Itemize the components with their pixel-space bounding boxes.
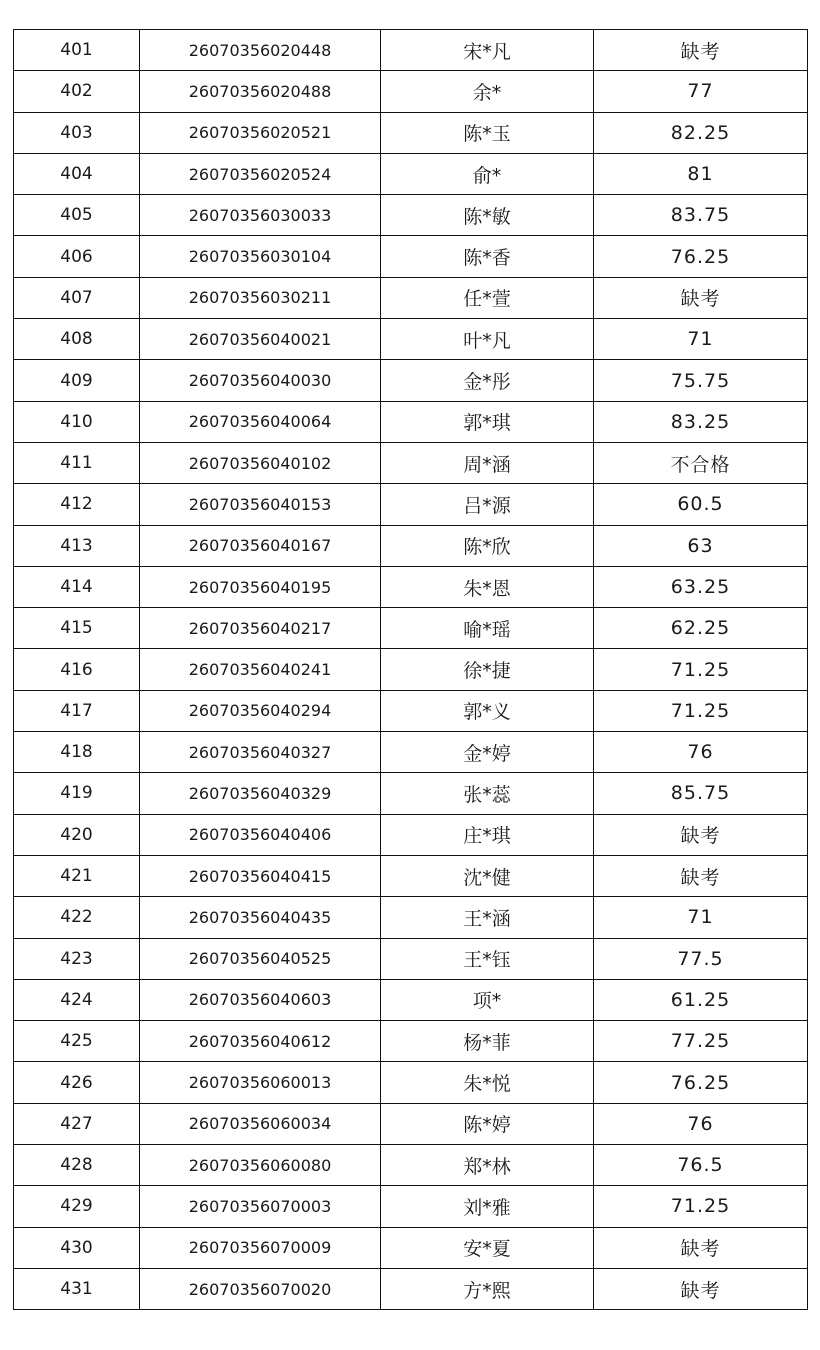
candidate-name-cell: 杨*菲 <box>381 1021 594 1062</box>
candidate-name-cell: 任*萱 <box>381 277 594 318</box>
score-cell: 75.75 <box>594 360 808 401</box>
score-cell: 62.25 <box>594 608 808 649</box>
exam-id-cell: 26070356040612 <box>140 1021 381 1062</box>
exam-id-cell: 26070356040435 <box>140 897 381 938</box>
candidate-name-cell: 庄*琪 <box>381 814 594 855</box>
score-cell: 76.25 <box>594 236 808 277</box>
candidate-name-cell: 陈*婷 <box>381 1103 594 1144</box>
score-cell: 71 <box>594 319 808 360</box>
score-cell: 63.25 <box>594 566 808 607</box>
candidate-name-cell: 刘*雅 <box>381 1186 594 1227</box>
exam-id-cell: 26070356040329 <box>140 773 381 814</box>
exam-id-cell: 26070356040102 <box>140 442 381 483</box>
row-number-cell: 421 <box>14 855 140 896</box>
exam-id-cell: 26070356030211 <box>140 277 381 318</box>
table-row <box>14 1227 808 1268</box>
table-row <box>14 236 808 277</box>
candidate-name-cell: 金*彤 <box>381 360 594 401</box>
row-number-cell: 401 <box>14 30 140 71</box>
table-row <box>14 401 808 442</box>
score-cell: 82.25 <box>594 112 808 153</box>
score-cell: 缺考 <box>594 30 808 71</box>
exam-id-cell: 26070356030104 <box>140 236 381 277</box>
table-row <box>14 979 808 1020</box>
exam-id-cell: 26070356040030 <box>140 360 381 401</box>
row-number-cell: 426 <box>14 1062 140 1103</box>
score-cell: 71 <box>594 897 808 938</box>
row-number-cell: 415 <box>14 608 140 649</box>
exam-id-cell: 26070356040294 <box>140 690 381 731</box>
candidate-name-cell: 朱*恩 <box>381 566 594 607</box>
exam-id-cell: 26070356040603 <box>140 979 381 1020</box>
candidate-name-cell: 陈*玉 <box>381 112 594 153</box>
table-row <box>14 1145 808 1186</box>
exam-id-cell: 26070356040153 <box>140 484 381 525</box>
exam-id-cell: 26070356020488 <box>140 71 381 112</box>
exam-id-cell: 26070356040327 <box>140 732 381 773</box>
table-row <box>14 732 808 773</box>
score-cell: 83.75 <box>594 195 808 236</box>
candidate-name-cell: 陈*敏 <box>381 195 594 236</box>
candidate-name-cell: 张*蕊 <box>381 773 594 814</box>
exam-id-cell: 26070356040021 <box>140 319 381 360</box>
candidate-name-cell: 王*涵 <box>381 897 594 938</box>
exam-id-cell: 26070356060034 <box>140 1103 381 1144</box>
score-cell: 83.25 <box>594 401 808 442</box>
score-cell: 76.25 <box>594 1062 808 1103</box>
score-cell: 76.5 <box>594 1145 808 1186</box>
row-number-cell: 402 <box>14 71 140 112</box>
table-row <box>14 938 808 979</box>
row-number-cell: 431 <box>14 1268 140 1309</box>
row-number-cell: 409 <box>14 360 140 401</box>
row-number-cell: 414 <box>14 566 140 607</box>
candidate-name-cell: 项* <box>381 979 594 1020</box>
candidate-name-cell: 陈*香 <box>381 236 594 277</box>
exam-id-cell: 26070356040415 <box>140 855 381 896</box>
table-row <box>14 442 808 483</box>
table-row <box>14 319 808 360</box>
table-row <box>14 814 808 855</box>
exam-id-cell: 26070356040406 <box>140 814 381 855</box>
row-number-cell: 423 <box>14 938 140 979</box>
candidate-name-cell: 金*婷 <box>381 732 594 773</box>
table-row <box>14 71 808 112</box>
row-number-cell: 424 <box>14 979 140 1020</box>
table-row <box>14 690 808 731</box>
candidate-name-cell: 俞* <box>381 153 594 194</box>
score-cell: 缺考 <box>594 1227 808 1268</box>
candidate-name-cell: 喻*瑶 <box>381 608 594 649</box>
row-number-cell: 430 <box>14 1227 140 1268</box>
table-row <box>14 897 808 938</box>
row-number-cell: 408 <box>14 319 140 360</box>
candidate-name-cell: 吕*源 <box>381 484 594 525</box>
exam-id-cell: 26070356040195 <box>140 566 381 607</box>
results-table-body <box>14 30 808 1310</box>
table-row <box>14 153 808 194</box>
table-row <box>14 855 808 896</box>
candidate-name-cell: 余* <box>381 71 594 112</box>
score-cell: 63 <box>594 525 808 566</box>
table-row <box>14 1268 808 1309</box>
row-number-cell: 404 <box>14 153 140 194</box>
exam-id-cell: 26070356040167 <box>140 525 381 566</box>
score-cell: 81 <box>594 153 808 194</box>
row-number-cell: 403 <box>14 112 140 153</box>
table-row <box>14 30 808 71</box>
row-number-cell: 417 <box>14 690 140 731</box>
candidate-name-cell: 郭*琪 <box>381 401 594 442</box>
exam-id-cell: 26070356040525 <box>140 938 381 979</box>
table-row <box>14 360 808 401</box>
row-number-cell: 412 <box>14 484 140 525</box>
score-cell: 77.5 <box>594 938 808 979</box>
table-row <box>14 195 808 236</box>
row-number-cell: 419 <box>14 773 140 814</box>
row-number-cell: 413 <box>14 525 140 566</box>
table-row <box>14 1062 808 1103</box>
exam-id-cell: 26070356070003 <box>140 1186 381 1227</box>
row-number-cell: 428 <box>14 1145 140 1186</box>
candidate-name-cell: 郑*林 <box>381 1145 594 1186</box>
score-cell: 缺考 <box>594 1268 808 1309</box>
table-row <box>14 1103 808 1144</box>
exam-id-cell: 26070356070020 <box>140 1268 381 1309</box>
row-number-cell: 405 <box>14 195 140 236</box>
table-row <box>14 525 808 566</box>
score-cell: 缺考 <box>594 277 808 318</box>
candidate-name-cell: 沈*健 <box>381 855 594 896</box>
exam-id-cell: 26070356040241 <box>140 649 381 690</box>
table-row <box>14 773 808 814</box>
exam-id-cell: 26070356020521 <box>140 112 381 153</box>
score-cell: 71.25 <box>594 649 808 690</box>
score-cell: 76 <box>594 1103 808 1144</box>
row-number-cell: 429 <box>14 1186 140 1227</box>
row-number-cell: 410 <box>14 401 140 442</box>
exam-id-cell: 26070356030033 <box>140 195 381 236</box>
score-cell: 61.25 <box>594 979 808 1020</box>
score-cell: 77 <box>594 71 808 112</box>
score-cell: 缺考 <box>594 814 808 855</box>
score-cell: 76 <box>594 732 808 773</box>
exam-id-cell: 26070356020524 <box>140 153 381 194</box>
score-cell: 71.25 <box>594 1186 808 1227</box>
candidate-name-cell: 安*夏 <box>381 1227 594 1268</box>
candidate-name-cell: 徐*捷 <box>381 649 594 690</box>
row-number-cell: 427 <box>14 1103 140 1144</box>
score-cell: 71.25 <box>594 690 808 731</box>
score-cell: 77.25 <box>594 1021 808 1062</box>
score-cell: 缺考 <box>594 855 808 896</box>
score-cell: 85.75 <box>594 773 808 814</box>
exam-id-cell: 26070356040064 <box>140 401 381 442</box>
candidate-name-cell: 陈*欣 <box>381 525 594 566</box>
exam-id-cell: 26070356070009 <box>140 1227 381 1268</box>
candidate-name-cell: 方*熙 <box>381 1268 594 1309</box>
results-table <box>13 29 808 1310</box>
candidate-name-cell: 叶*凡 <box>381 319 594 360</box>
score-cell: 60.5 <box>594 484 808 525</box>
table-row <box>14 649 808 690</box>
row-number-cell: 425 <box>14 1021 140 1062</box>
exam-id-cell: 26070356020448 <box>140 30 381 71</box>
candidate-name-cell: 周*涵 <box>381 442 594 483</box>
row-number-cell: 418 <box>14 732 140 773</box>
exam-id-cell: 26070356060013 <box>140 1062 381 1103</box>
table-row <box>14 1021 808 1062</box>
exam-id-cell: 26070356060080 <box>140 1145 381 1186</box>
table-row <box>14 1186 808 1227</box>
candidate-name-cell: 宋*凡 <box>381 30 594 71</box>
row-number-cell: 411 <box>14 442 140 483</box>
table-row <box>14 112 808 153</box>
candidate-name-cell: 郭*义 <box>381 690 594 731</box>
exam-id-cell: 26070356040217 <box>140 608 381 649</box>
table-row <box>14 608 808 649</box>
table-row <box>14 566 808 607</box>
table-row <box>14 277 808 318</box>
row-number-cell: 407 <box>14 277 140 318</box>
candidate-name-cell: 王*钰 <box>381 938 594 979</box>
candidate-name-cell: 朱*悦 <box>381 1062 594 1103</box>
row-number-cell: 406 <box>14 236 140 277</box>
row-number-cell: 420 <box>14 814 140 855</box>
table-row <box>14 484 808 525</box>
row-number-cell: 422 <box>14 897 140 938</box>
row-number-cell: 416 <box>14 649 140 690</box>
score-cell: 不合格 <box>594 442 808 483</box>
